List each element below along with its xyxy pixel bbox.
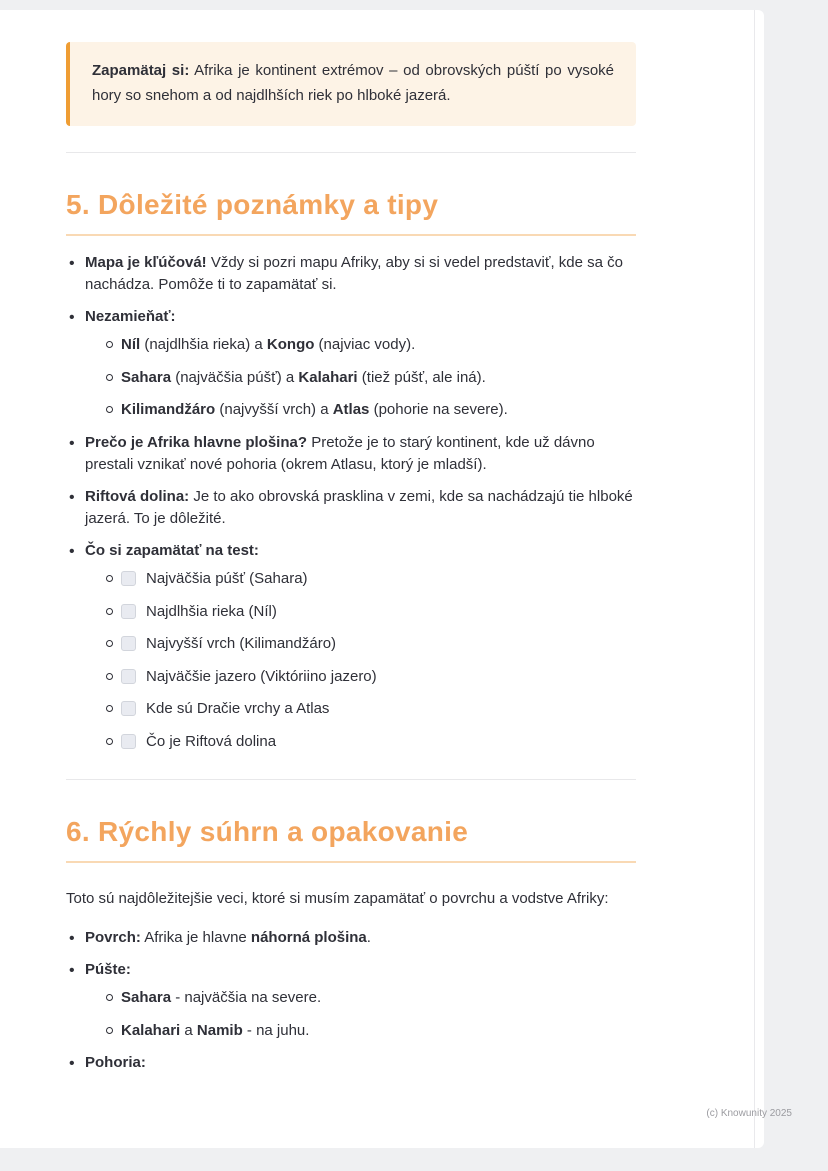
callout-label: Zapamätaj si: <box>92 62 190 79</box>
bold-text-segment: Kongo <box>266 336 315 354</box>
bold-text-segment: Atlas <box>332 401 370 419</box>
text-segment: Je to ako obrovská prasklina v zemi, kde sa nachádzajú tie hlboké jazerá. To je dôležité. <box>85 487 633 528</box>
bold-text-segment: Namib <box>196 1021 243 1039</box>
text-segment: Najdlhšia rieka (Níl) <box>146 602 277 620</box>
bold-text-segment: Prečo je Afrika hlavne plošina? <box>85 433 308 451</box>
checkbox[interactable] <box>121 604 136 619</box>
text-segment: Afrika je hlavne <box>140 929 251 947</box>
sub-list-item <box>105 367 636 390</box>
sub-list <box>105 987 636 1042</box>
text-segment: - na juhu. <box>242 1021 310 1039</box>
checkbox[interactable] <box>121 571 136 586</box>
sub-list-item <box>105 399 636 422</box>
bold-text-segment: Povrch: <box>85 929 141 947</box>
text-segment: (najvyšší vrch) a <box>215 401 333 419</box>
section-6-summary-list <box>66 927 636 1075</box>
bold-text-segment: náhorná plošina <box>250 929 367 947</box>
list-item <box>66 486 636 531</box>
text-segment: Pretože je to starý kontinent, kde už dávno prestali vznikať nové pohoria (okrem Atlasu, ktorý je mladší). <box>85 433 595 474</box>
section-divider <box>66 779 636 780</box>
checklist-item <box>105 633 636 656</box>
section-divider <box>66 152 636 153</box>
text-segment: Najväčšia púšť (Sahara) <box>146 570 308 588</box>
text-segment: (najväčšia púšť) a <box>171 368 299 386</box>
section-5-title: 5. Dôležité poznámky a tipy <box>66 189 636 236</box>
summary-intro: Toto sú najdôležitejšie veci, ktoré si musím zapamätať o povrchu a vodstve Afriky: <box>66 890 609 908</box>
list-item <box>66 432 636 477</box>
text-segment: (najdlhšia rieka) a <box>140 336 267 354</box>
document-page <box>0 10 764 1148</box>
checkbox[interactable] <box>121 701 136 716</box>
bold-text-segment: Kilimandžáro <box>121 401 216 419</box>
sub-list-item <box>105 334 636 357</box>
sub-list <box>105 568 636 753</box>
sub-list-item <box>105 987 636 1010</box>
checklist-item <box>105 731 636 754</box>
text-segment: (pohorie na severe). <box>369 401 508 419</box>
callout-note <box>66 42 636 126</box>
text-segment: (najviac vody). <box>314 336 416 354</box>
bold-text-segment: Níl <box>121 336 141 354</box>
bold-text-segment: Kalahari <box>121 1021 181 1039</box>
page-edge-line <box>754 10 755 1148</box>
bold-text-segment: Sahara <box>121 989 172 1007</box>
text-segment: . <box>366 929 371 947</box>
section-5-notes-list <box>66 252 636 754</box>
text-segment: Najväčšie jazero (Viktóriino jazero) <box>146 667 377 685</box>
text-segment: a <box>180 1021 197 1039</box>
text-segment: Vždy si pozri mapu Afriky, aby si si vedel predstaviť, kde sa čo nachádza. Pomôže ti to zapamätať si. <box>85 253 624 294</box>
bold-text-segment: Čo si zapamätať na test: <box>85 541 259 559</box>
bold-text-segment: Púšte: <box>85 960 131 978</box>
list-item <box>66 927 636 950</box>
list-item <box>66 959 636 1043</box>
text-segment: - najväčšia na severe. <box>171 989 322 1007</box>
callout-text: Afrika je kontinent extrémov – od obrovských púští po vysoké hory so snehom a od najdlhších riek po hlboké jazerá. <box>92 62 615 104</box>
sub-list <box>105 334 636 422</box>
checkbox[interactable] <box>121 734 136 749</box>
bold-text-segment: Kalahari <box>298 368 358 386</box>
text-segment: Kde sú Dračie vrchy a Atlas <box>146 700 330 718</box>
page-content <box>0 10 636 1075</box>
list-item <box>66 1052 636 1075</box>
checklist-item <box>105 666 636 689</box>
text-segment: (tiež púšť, ale iná). <box>357 368 486 386</box>
checkbox[interactable] <box>121 669 136 684</box>
text-segment: Čo je Riftová dolina <box>146 732 277 750</box>
bold-text-segment: Riftová dolina: <box>85 487 190 505</box>
bold-text-segment: Pohoria: <box>85 1054 146 1072</box>
bold-text-segment: Nezamieňať: <box>85 307 176 325</box>
checklist-item <box>105 568 636 591</box>
bold-text-segment: Mapa je kľúčová! <box>85 253 207 271</box>
checklist-item <box>105 698 636 721</box>
list-item <box>66 306 636 422</box>
list-item <box>66 540 636 754</box>
list-item <box>66 252 636 297</box>
section-6-title: 6. Rýchly súhrn a opakovanie <box>66 816 636 863</box>
checkbox[interactable] <box>121 636 136 651</box>
checklist-item <box>105 601 636 624</box>
bold-text-segment: Sahara <box>121 368 172 386</box>
sub-list-item <box>105 1020 636 1043</box>
text-segment: Najvyšší vrch (Kilimandžáro) <box>146 635 337 653</box>
copyright-watermark: (c) Knowunity 2025 <box>706 1108 792 1119</box>
